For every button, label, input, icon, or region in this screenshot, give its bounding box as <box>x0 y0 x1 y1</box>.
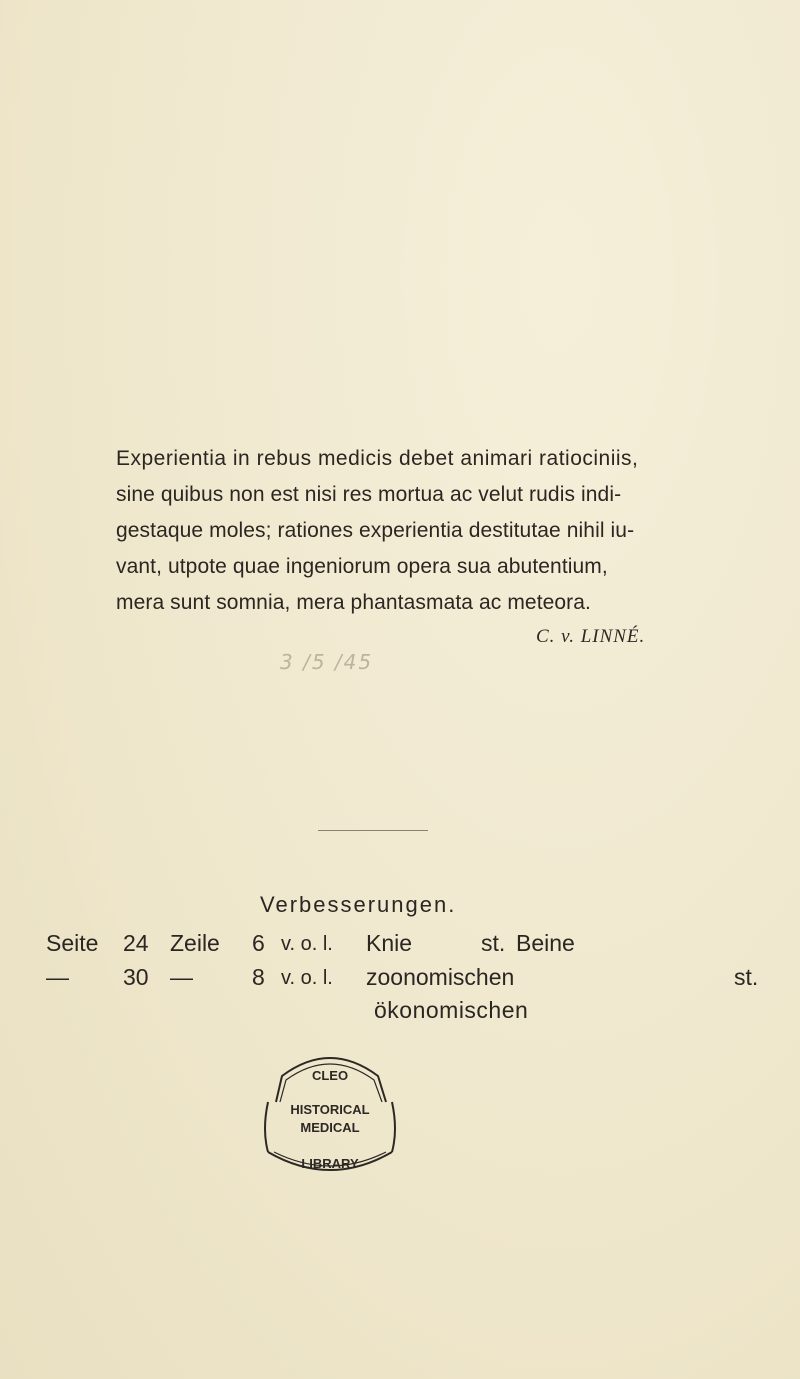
stamp-middle-text: HISTORICAL <box>290 1102 370 1117</box>
stamp-middle-text: MEDICAL <box>300 1120 360 1135</box>
errata-page: 30 <box>123 964 149 990</box>
epigraph-line: gestaque moles; rationes experientia destitutae nihil iu- <box>116 519 635 542</box>
errata-zeile: — <box>170 964 193 990</box>
errata-seite: Seite <box>46 930 99 956</box>
errata-right: Beine <box>516 930 575 956</box>
library-stamp <box>246 1040 414 1188</box>
epigraph-line: vant, utpote quae ingeniorum opera sua abutentium, <box>116 555 608 578</box>
divider-rule <box>318 830 428 831</box>
errata-page: 24 <box>123 930 149 956</box>
stamp-top-text: CLEO <box>311 1068 349 1083</box>
errata-line: 6 <box>252 930 265 956</box>
errata-wrong: Knie <box>366 930 413 956</box>
epigraph-quote <box>116 441 796 621</box>
handwritten-shelf-mark: 3 /5 /45 <box>280 650 374 674</box>
errata-st: st. <box>734 964 759 990</box>
errata-line: 8 <box>252 964 265 990</box>
epigraph-line: mera sunt somnia, mera phantasmata ac meteora. <box>116 591 591 614</box>
epigraph-line: sine quibus non est nisi res mortua ac velut rudis indi- <box>116 483 622 506</box>
errata-seite: — <box>46 964 69 990</box>
errata-ref: v. o. l. <box>281 933 333 955</box>
epigraph-author: C. v. LINNÉ. <box>536 626 646 647</box>
errata-st: st. <box>481 930 506 956</box>
errata-title: Verbesserungen. <box>260 892 457 917</box>
stamp-bottom-text: LIBRARY <box>301 1156 359 1171</box>
epigraph-line: Experientia in rebus medicis debet animari ratiociniis, <box>116 447 639 470</box>
errata-zeile: Zeile <box>170 930 220 956</box>
errata-wrong: zoonomischen <box>366 964 515 990</box>
errata-ref: v. o. l. <box>281 967 333 989</box>
errata-correction: ökonomischen <box>374 997 529 1023</box>
